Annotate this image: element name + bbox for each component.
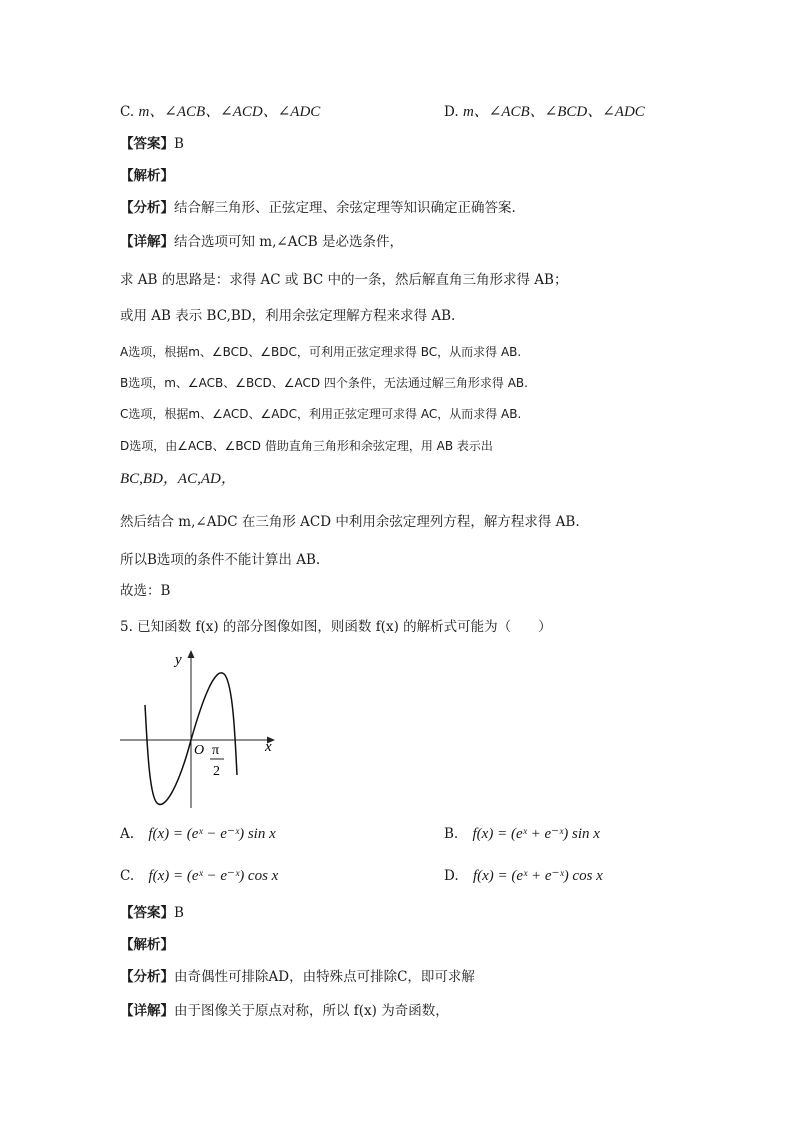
detail-line-9: 所以B选项的条件不能计算出 AB. bbox=[120, 552, 321, 568]
jiexi-heading-q5: 【解析】 bbox=[120, 937, 174, 953]
detail-line-5: C选项，根据m、∠ACD、∠ADC，利用正弦定理可求得 AC，从而求得 AB. bbox=[120, 407, 522, 421]
y-axis-label: y bbox=[175, 652, 182, 668]
option-text: m、∠ACB、∠BCD、∠ADC bbox=[462, 104, 645, 120]
detail-line-6: D选项，由∠ACB、∠BCD 借助直角三角形和余弦定理，用 AB 表示出 bbox=[120, 439, 493, 453]
option-label: C. bbox=[120, 868, 135, 884]
detail-line-1: 求 AB 的思路是：求得 AC 或 BC 中的一条，然后解直角三角形求得 AB； bbox=[120, 272, 568, 288]
analysis-text: 由奇偶性可排除AD，由特殊点可排除C，即可求解 bbox=[174, 969, 475, 985]
detail-line-4: B选项，m、∠ACB、∠BCD、∠ACD 四个条件，无法通过解三角形求得 AB. bbox=[120, 376, 528, 390]
option-text: f(x) = (eˣ + e⁻ˣ) sin x bbox=[472, 826, 600, 842]
detail-tag: 【详解】 bbox=[120, 1003, 174, 1019]
option-text: m、∠ACB、∠ACD、∠ADC bbox=[138, 104, 321, 120]
detail-line-8: 然后结合 m,∠ADC 在三角形 ACD 中利用余弦定理列方程，解方程求得 AB. bbox=[120, 514, 580, 530]
detail-line-q5 bbox=[120, 1001, 449, 1021]
option-label: C. bbox=[120, 104, 135, 120]
jiexi-heading: 【解析】 bbox=[120, 168, 174, 184]
answer-line-q5 bbox=[120, 903, 184, 923]
answer-tag: 【答案】 bbox=[120, 136, 174, 152]
analysis-line-q5 bbox=[120, 967, 475, 987]
option-text: f(x) = (eˣ + e⁻ˣ) cos x bbox=[472, 868, 603, 884]
detail-tag: 【详解】 bbox=[120, 234, 174, 250]
option-d-prev bbox=[444, 102, 645, 122]
detail-text: 结合选项可知 m,∠ACB 是必选条件， bbox=[174, 234, 403, 250]
answer-tag: 【答案】 bbox=[120, 905, 174, 921]
option-text: f(x) = (eˣ − e⁻ˣ) cos x bbox=[148, 868, 279, 884]
option-d bbox=[444, 866, 603, 886]
analysis-tag: 【分析】 bbox=[120, 969, 174, 985]
question-stem: 5. 已知函数 f(x) 的部分图像如图，则函数 f(x) 的解析式可能为（ ） bbox=[120, 619, 552, 635]
detail-line-2: 或用 AB 表示 BC,BD，利用余弦定理解方程来求得 AB. bbox=[120, 308, 456, 324]
function-graph bbox=[115, 645, 285, 815]
tick-label-numerator: π bbox=[212, 743, 220, 758]
answer-value: B bbox=[174, 905, 184, 921]
detail-line-0 bbox=[120, 232, 403, 252]
origin-label: O bbox=[194, 743, 205, 758]
option-text: f(x) = (eˣ − e⁻ˣ) sin x bbox=[148, 826, 276, 842]
option-c-prev bbox=[120, 102, 320, 122]
analysis-tag: 【分析】 bbox=[120, 200, 174, 216]
tick-label-denominator: 2 bbox=[213, 764, 220, 779]
detail-line-7: BC,BD，AC,AD， bbox=[120, 471, 236, 487]
x-axis-label: x bbox=[265, 739, 272, 755]
option-b bbox=[444, 824, 600, 844]
answer-value: B bbox=[174, 136, 184, 152]
detail-line-3: A选项，根据m、∠BCD、∠BDC，可利用正弦定理求得 BC，从而求得 AB. bbox=[120, 345, 522, 359]
detail-text: 由于图像关于原点对称，所以 f(x) 为奇函数， bbox=[174, 1003, 449, 1019]
analysis-text: 结合解三角形、正弦定理、余弦定理等知识确定正确答案. bbox=[174, 200, 516, 216]
option-a bbox=[120, 824, 276, 844]
answer-line bbox=[120, 134, 184, 154]
option-label: A. bbox=[120, 826, 135, 842]
analysis-line bbox=[120, 198, 516, 218]
option-c bbox=[120, 866, 278, 886]
option-label: D. bbox=[444, 104, 459, 120]
choose-line: 故选：B bbox=[120, 583, 171, 599]
option-label: B. bbox=[444, 826, 459, 842]
option-label: D. bbox=[444, 868, 459, 884]
y-axis-arrow bbox=[188, 650, 195, 658]
